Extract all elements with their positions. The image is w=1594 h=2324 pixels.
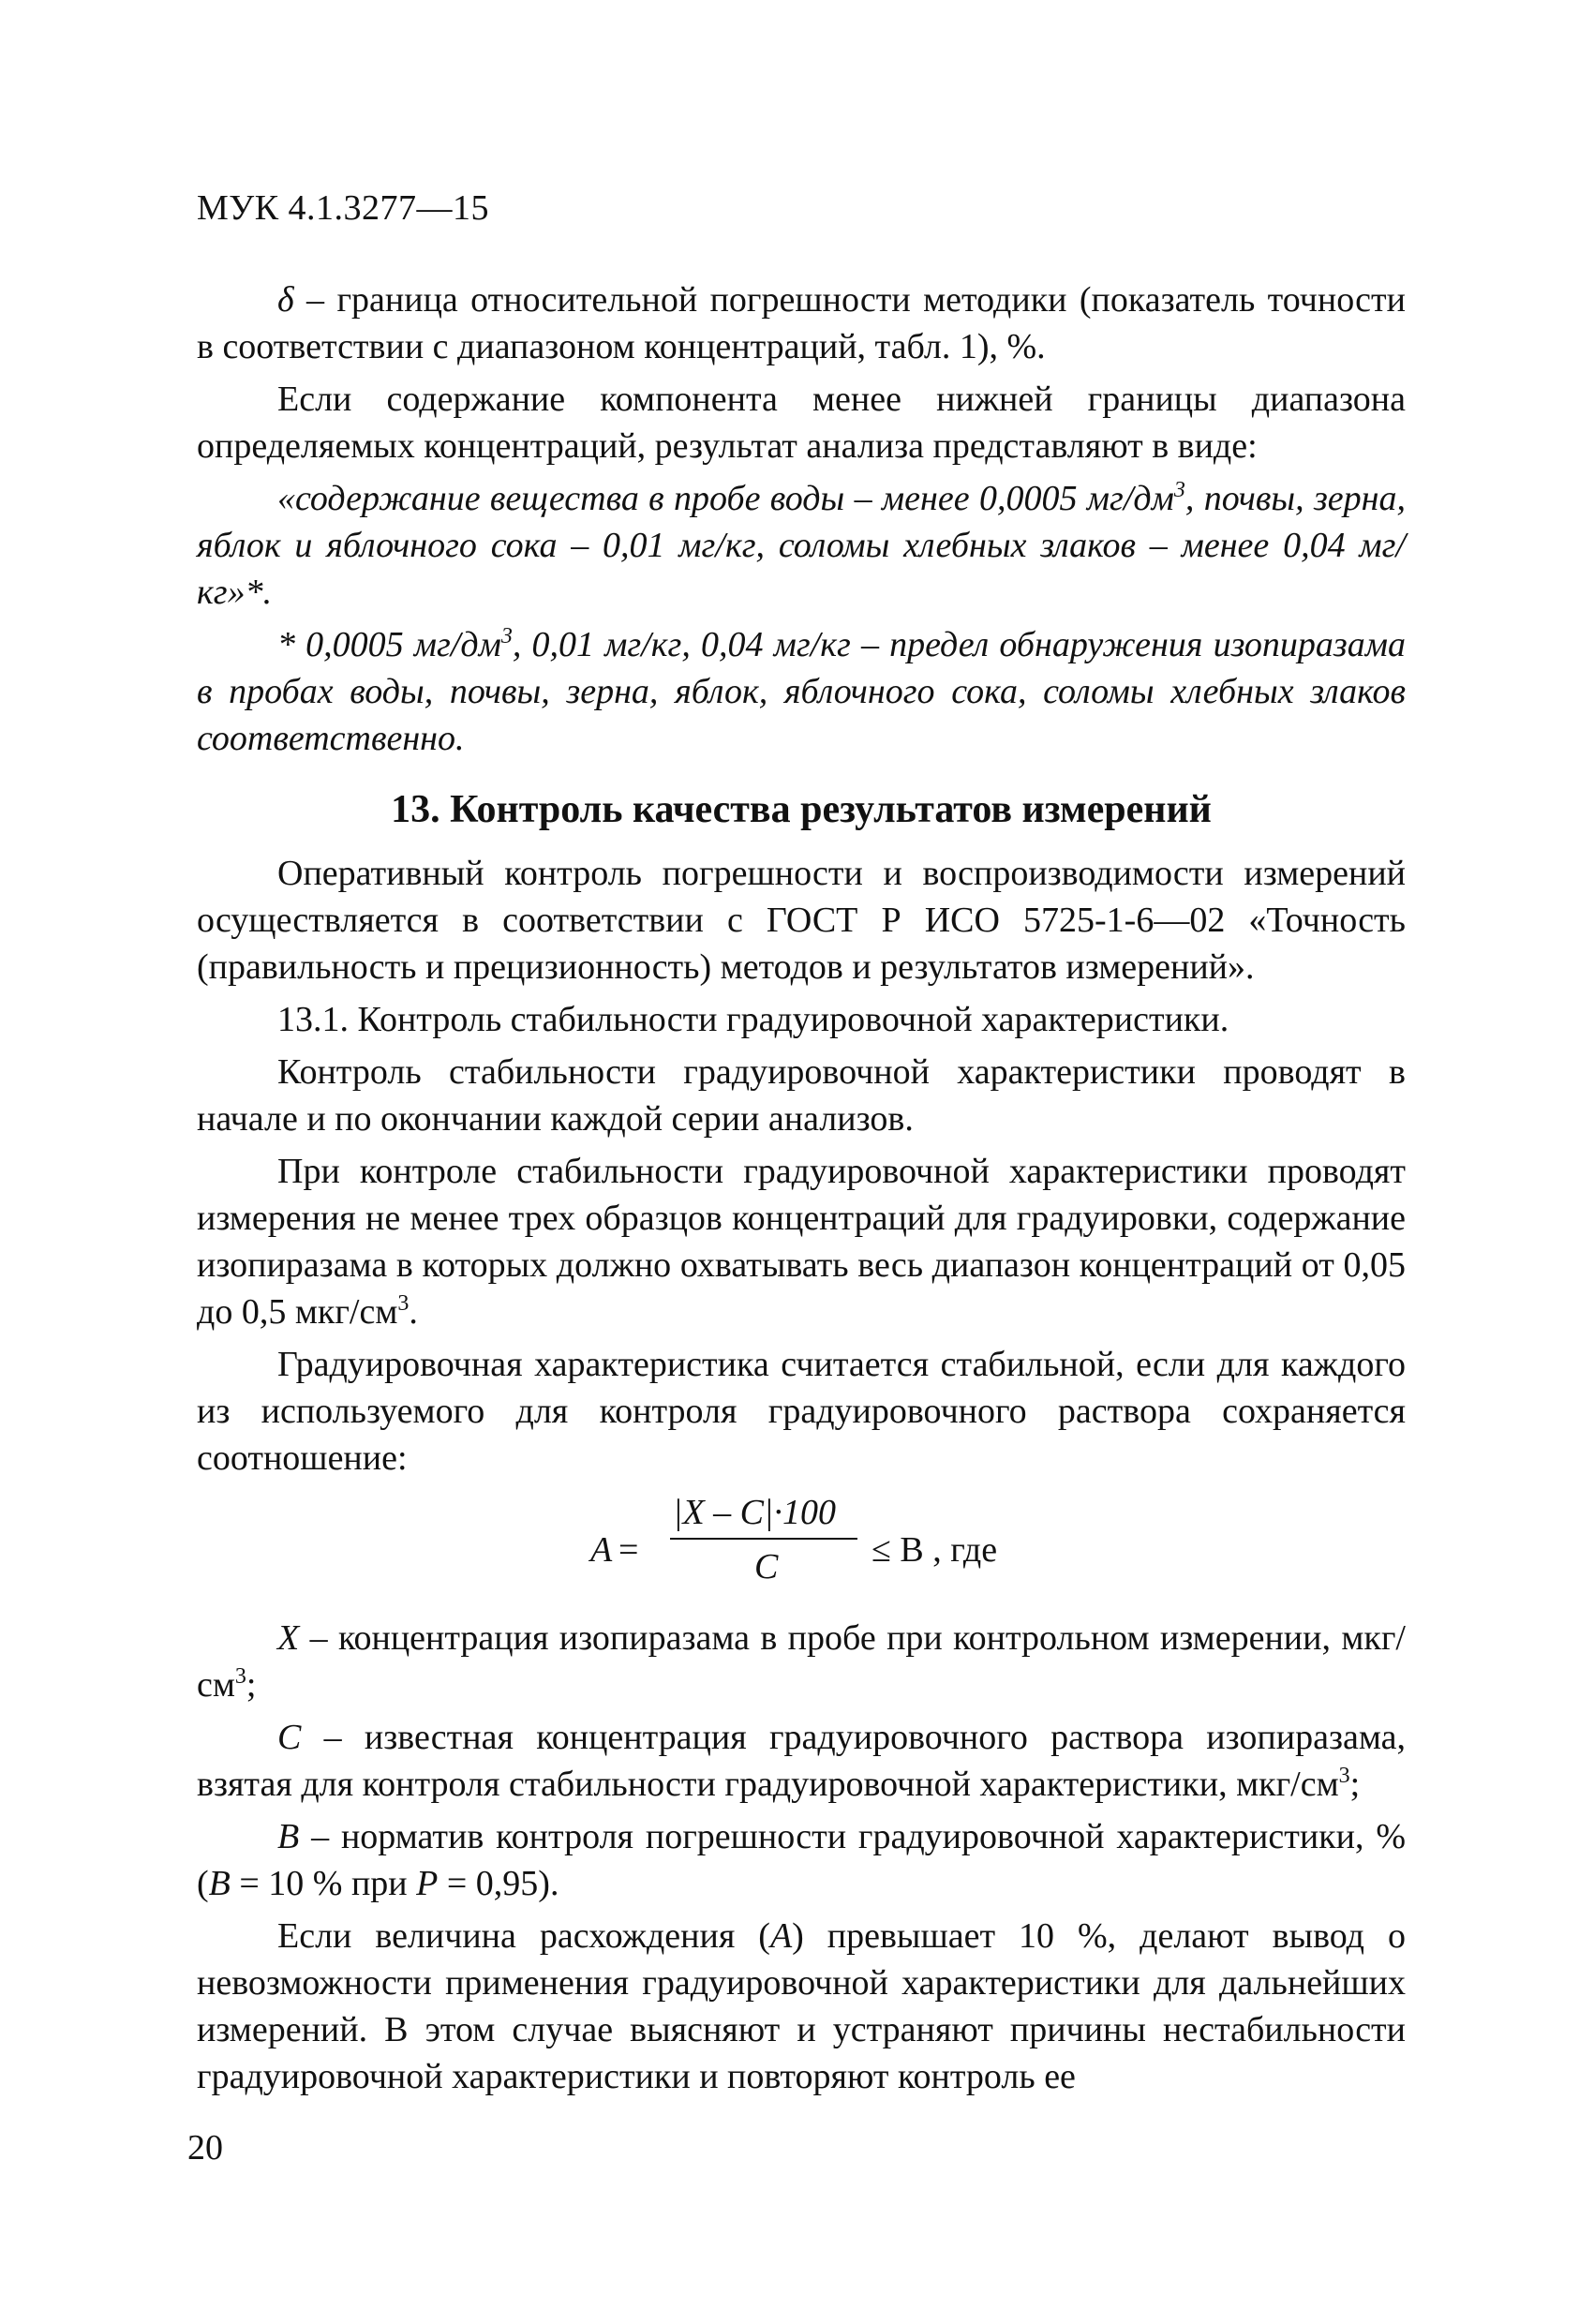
paragraph-control-procedure — [197, 1148, 1406, 1335]
paragraph-text: При контроле стабильности градуировочной характеристики проводят измерения не менее трех образцов концентраций для градуировки, содержание изопиразама в которых должно охватывать весь диапазон концентраций от 0,05 до 0,5 мкг/см — [197, 1152, 1406, 1332]
section-heading: 13. Контроль качества результатов измерений — [391, 788, 1212, 831]
formula-lhs: A — [590, 1530, 613, 1570]
paragraph-def-x — [197, 1615, 1406, 1708]
variable-symbol: P — [416, 1864, 439, 1903]
variable-symbol: B — [208, 1864, 231, 1903]
paragraph-subsection-13-1: 13.1. Контроль стабильности градуировочной характеристики. — [277, 1000, 1229, 1039]
superscript: 3 — [1173, 478, 1185, 502]
paragraph-text: . — [409, 1292, 418, 1332]
paragraph-text: = 10 % при — [230, 1864, 417, 1903]
paragraph-text: ; — [246, 1665, 257, 1705]
formula-denominator: C — [754, 1547, 779, 1587]
paragraph-control-timing: Контроль стабильности градуировочной характеристики проводят в начале и по окончании каждой серии анализов. — [197, 1052, 1406, 1139]
paragraph-text: – граница относительной погрешности методики (показатель точности в соответствии с диапазоном концентраций, табл. 1), %. — [197, 280, 1406, 366]
superscript: 3 — [1338, 1764, 1350, 1788]
paragraph-text: «содержание вещества в пробе воды – менее 0,0005 мг/дм — [277, 479, 1174, 518]
paragraph-discrepancy — [197, 1913, 1406, 2100]
variable-symbol: X — [277, 1618, 300, 1658]
variable-symbol: B — [277, 1817, 300, 1856]
variable-symbol: A — [769, 1916, 793, 1956]
paragraph-result-form — [197, 475, 1406, 616]
variable-symbol: C — [277, 1718, 302, 1757]
formula-rhs: ≤ B , где — [871, 1530, 998, 1570]
paragraph-text: * 0,0005 мг/дм — [277, 625, 501, 664]
paragraph-text: , почвы, зерна, яблок и яблочного сока – 0,01 мг/кг, соломы хлебных злаков – менее 0,04 мг/кг»*. — [197, 479, 1406, 612]
paragraph-text: Если величина расхождения ( — [277, 1916, 770, 1956]
paragraph-footnote — [197, 621, 1406, 762]
paragraph-operational-control: Оперативный контроль погрешности и воспроизводимости измерений осуществляется в соответствии с ГОСТ Р ИСО 5725-1-6—02 «Точность (правильность и прецизионность) методов и результатов измерений». — [197, 854, 1406, 987]
paragraph-lower-bound: Если содержание компонента менее нижней границы диапазона определяемых концентраций, результат анализа представляют в виде: — [197, 380, 1406, 466]
formula — [197, 1489, 1406, 1601]
paragraph-text: ) превышает 10 %, делают вывод о невозможности применения градуировочной характеристики для дальнейших измерений. В этом случае выясняют и устраняют причины нестабильности градуировочной характеристики и повторяют контроль ее — [197, 1916, 1406, 2096]
page-body — [197, 276, 1406, 2106]
superscript: 3 — [397, 1291, 410, 1316]
paragraph-stability-condition: Градуировочная характеристика считается стабильной, если для каждого из используемого для контроля градуировочного раствора сохраняется соотношение: — [197, 1345, 1406, 1478]
document-code-header: МУК 4.1.3277—15 — [197, 188, 490, 228]
paragraph-def-b — [197, 1813, 1406, 1907]
paragraph-text: = 0,95). — [438, 1864, 559, 1903]
formula-numerator: |X – C|·100 — [673, 1493, 836, 1532]
superscript: 3 — [500, 624, 513, 648]
paragraph-text: – концентрация изопиразама в пробе при контрольном измерении, мкг/см — [197, 1618, 1406, 1705]
paragraph-text: – известная концентрация градуировочного раствора изопиразама, взятая для контроля стабильности градуировочной характеристики, мкг/см — [197, 1718, 1406, 1804]
fraction-bar — [670, 1538, 857, 1540]
paragraph-def-c — [197, 1714, 1406, 1808]
paragraph-text: ; — [1349, 1765, 1361, 1804]
paragraph-delta — [197, 276, 1406, 370]
paragraph-text: , 0,01 мг/кг, 0,04 мг/кг – предел обнаружения изопиразама в пробах воды, почвы, зерна, яблок, яблочного сока, соломы хлебных злаков соответственно. — [197, 625, 1406, 758]
formula-equals: = — [618, 1530, 639, 1570]
page-number: 20 — [187, 2128, 223, 2168]
paragraph-text: – норматив контроля погрешности градуировочной характеристики, % ( — [197, 1817, 1406, 1903]
superscript: 3 — [234, 1664, 246, 1689]
delta-symbol: δ — [277, 280, 294, 320]
